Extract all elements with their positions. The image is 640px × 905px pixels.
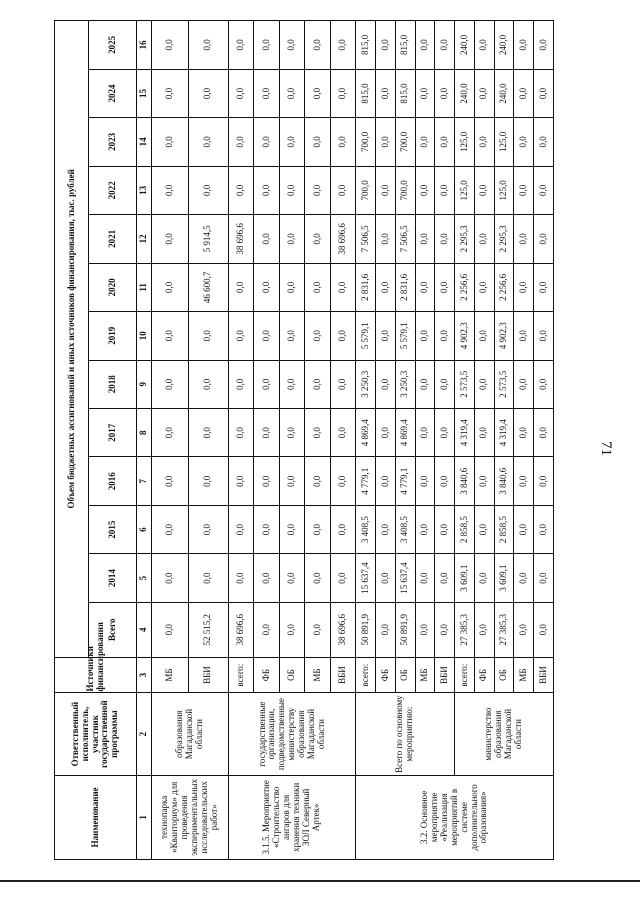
value-cell: 2 295,3 [455, 215, 475, 263]
value-cell: 0,0 [305, 263, 330, 311]
value-cell: 0,0 [254, 312, 279, 360]
value-cell: 38 696,6 [228, 602, 253, 657]
row-executor: государственные организации, подведомственные министерству образования Магаданской области [228, 693, 355, 775]
value-cell: 4 902,3 [455, 312, 475, 360]
value-cell: 0,0 [188, 21, 228, 70]
value-cell: 0,0 [415, 118, 435, 166]
value-cell: 0,0 [228, 69, 253, 117]
value-cell: 240,0 [494, 21, 514, 70]
value-cell: 0,0 [330, 21, 355, 70]
value-cell: 0,0 [279, 312, 304, 360]
value-cell: 3 609,1 [494, 554, 514, 602]
value-cell: 5 914,5 [188, 215, 228, 263]
column-index: 8 [137, 408, 152, 456]
row-source: ВБИ [435, 657, 455, 693]
row-source: ФБ [376, 657, 396, 693]
header-year: 2015 [89, 505, 137, 553]
value-cell: 46 600,7 [188, 263, 228, 311]
value-cell: 0,0 [415, 312, 435, 360]
value-cell: 0,0 [279, 263, 304, 311]
column-index: 4 [137, 602, 152, 657]
value-cell: 0,0 [152, 457, 189, 505]
column-index: 11 [137, 263, 152, 311]
value-cell: 0,0 [228, 457, 253, 505]
value-cell: 0,0 [330, 554, 355, 602]
value-cell: 0,0 [152, 505, 189, 553]
value-cell: 0,0 [330, 505, 355, 553]
value-cell: 0,0 [376, 118, 396, 166]
value-cell: 0,0 [376, 602, 396, 657]
value-cell: 3 408,5 [395, 505, 415, 553]
value-cell: 0,0 [474, 166, 494, 214]
value-cell: 0,0 [152, 215, 189, 263]
value-cell: 0,0 [534, 118, 554, 166]
value-cell: 0,0 [534, 408, 554, 456]
header-year: 2022 [89, 166, 137, 214]
value-cell: 0,0 [279, 408, 304, 456]
value-cell: 0,0 [514, 118, 534, 166]
value-cell: 0,0 [415, 69, 435, 117]
value-cell: 0,0 [534, 505, 554, 553]
value-cell: 0,0 [534, 602, 554, 657]
value-cell: 4 869,4 [356, 408, 376, 456]
value-cell: 0,0 [305, 457, 330, 505]
column-index: 13 [137, 166, 152, 214]
column-index: 1 [137, 775, 152, 859]
value-cell: 0,0 [376, 457, 396, 505]
value-cell: 0,0 [435, 408, 455, 456]
value-cell: 0,0 [228, 408, 253, 456]
value-cell: 0,0 [514, 505, 534, 553]
header-year: 2019 [89, 312, 137, 360]
value-cell: 0,0 [254, 263, 279, 311]
value-cell: 0,0 [330, 69, 355, 117]
value-cell: 0,0 [534, 312, 554, 360]
header-year: 2020 [89, 263, 137, 311]
value-cell: 0,0 [279, 602, 304, 657]
value-cell: 0,0 [188, 312, 228, 360]
row-source: ОБ [494, 657, 514, 693]
value-cell: 240,0 [455, 21, 475, 70]
header-year: 2025 [89, 21, 137, 70]
column-index: 7 [137, 457, 152, 505]
value-cell: 700,0 [356, 166, 376, 214]
value-cell: 0,0 [254, 21, 279, 70]
value-cell: 2 573,5 [455, 360, 475, 408]
page-number: 71 [598, 441, 614, 456]
value-cell: 0,0 [376, 554, 396, 602]
value-cell: 0,0 [435, 554, 455, 602]
value-cell: 0,0 [254, 602, 279, 657]
value-cell: 0,0 [534, 21, 554, 70]
value-cell: 0,0 [254, 505, 279, 553]
value-cell: 0,0 [279, 21, 304, 70]
value-cell: 15 637,4 [356, 554, 376, 602]
header-name: Наименование [55, 775, 137, 859]
header-executor: Ответственный исполнитель, участник государственной программы [55, 693, 137, 775]
value-cell: 815,0 [356, 21, 376, 70]
row-executor: министерство образования Магаданской области [455, 693, 554, 775]
value-cell: 15 637,4 [395, 554, 415, 602]
value-cell: 0,0 [330, 118, 355, 166]
value-cell: 0,0 [534, 166, 554, 214]
value-cell: 0,0 [435, 457, 455, 505]
value-cell: 0,0 [514, 215, 534, 263]
value-cell: 0,0 [279, 215, 304, 263]
value-cell: 0,0 [415, 554, 435, 602]
value-cell: 0,0 [534, 360, 554, 408]
value-cell: 0,0 [279, 554, 304, 602]
value-cell: 0,0 [435, 602, 455, 657]
value-cell: 0,0 [514, 554, 534, 602]
value-cell: 2 295,3 [494, 215, 514, 263]
value-cell: 0,0 [305, 360, 330, 408]
value-cell: 0,0 [376, 166, 396, 214]
value-cell: 0,0 [534, 554, 554, 602]
row-source: МБ [415, 657, 435, 693]
value-cell: 38 696,6 [330, 215, 355, 263]
column-index: 3 [137, 657, 152, 693]
value-cell: 0,0 [474, 69, 494, 117]
value-cell: 0,0 [152, 21, 189, 70]
value-cell: 4 869,4 [395, 408, 415, 456]
value-cell: 0,0 [514, 263, 534, 311]
value-cell: 125,0 [494, 118, 514, 166]
value-cell: 0,0 [254, 457, 279, 505]
value-cell: 0,0 [415, 505, 435, 553]
value-cell: 0,0 [228, 118, 253, 166]
value-cell: 0,0 [330, 312, 355, 360]
value-cell: 2 256,6 [455, 263, 475, 311]
value-cell: 0,0 [474, 554, 494, 602]
value-cell: 0,0 [305, 408, 330, 456]
value-cell: 125,0 [455, 118, 475, 166]
row-executor: образования Магаданской области [152, 693, 229, 775]
value-cell: 0,0 [474, 215, 494, 263]
value-cell: 0,0 [228, 21, 253, 70]
value-cell: 0,0 [514, 602, 534, 657]
row-source: всего: [455, 657, 475, 693]
value-cell: 0,0 [188, 505, 228, 553]
value-cell: 2 831,6 [356, 263, 376, 311]
value-cell: 0,0 [152, 69, 189, 117]
value-cell: 0,0 [279, 118, 304, 166]
value-cell: 27 385,3 [455, 602, 475, 657]
value-cell: 0,0 [254, 554, 279, 602]
value-cell: 0,0 [254, 69, 279, 117]
value-cell: 0,0 [474, 408, 494, 456]
header-year: 2023 [89, 118, 137, 166]
column-index: 2 [137, 693, 152, 775]
value-cell: 0,0 [415, 602, 435, 657]
value-cell: 2 858,5 [494, 505, 514, 553]
value-cell: 3 250,3 [356, 360, 376, 408]
value-cell: 0,0 [415, 21, 435, 70]
value-cell: 0,0 [474, 457, 494, 505]
row-source: ФБ [474, 657, 494, 693]
value-cell: 0,0 [330, 408, 355, 456]
value-cell: 0,0 [514, 166, 534, 214]
value-cell: 815,0 [356, 69, 376, 117]
value-cell: 0,0 [254, 360, 279, 408]
table-row [455, 21, 475, 860]
value-cell: 0,0 [534, 215, 554, 263]
value-cell: 0,0 [188, 360, 228, 408]
value-cell: 0,0 [228, 312, 253, 360]
value-cell: 0,0 [254, 118, 279, 166]
value-cell: 5 579,1 [356, 312, 376, 360]
page-bottom-rule [0, 880, 640, 882]
value-cell: 0,0 [435, 312, 455, 360]
header-year: 2017 [89, 408, 137, 456]
value-cell: 0,0 [228, 360, 253, 408]
value-cell: 0,0 [152, 312, 189, 360]
value-cell: 0,0 [514, 360, 534, 408]
value-cell: 0,0 [435, 21, 455, 70]
value-cell: 0,0 [474, 263, 494, 311]
value-cell: 0,0 [305, 554, 330, 602]
value-cell: 0,0 [415, 360, 435, 408]
row-source: ФБ [254, 657, 279, 693]
value-cell: 0,0 [376, 360, 396, 408]
value-cell: 0,0 [534, 457, 554, 505]
header-year: 2016 [89, 457, 137, 505]
header-source: Источники финансирования [55, 657, 137, 693]
row-name: технопарка «Кванториум» для проведения экспериментальных исследовательских работ» [152, 775, 229, 859]
value-cell: 0,0 [474, 312, 494, 360]
value-cell: 700,0 [395, 118, 415, 166]
value-cell: 700,0 [356, 118, 376, 166]
value-cell: 0,0 [279, 505, 304, 553]
value-cell: 240,0 [494, 69, 514, 117]
value-cell: 0,0 [435, 166, 455, 214]
value-cell: 0,0 [228, 505, 253, 553]
value-cell: 0,0 [305, 69, 330, 117]
value-cell: 0,0 [435, 263, 455, 311]
value-cell: 0,0 [514, 408, 534, 456]
column-index: 12 [137, 215, 152, 263]
value-cell: 27 385,3 [494, 602, 514, 657]
value-cell: 2 831,6 [395, 263, 415, 311]
value-cell: 4 779,1 [356, 457, 376, 505]
value-cell: 38 696,6 [330, 602, 355, 657]
value-cell: 0,0 [435, 118, 455, 166]
header-year: 2014 [89, 554, 137, 602]
row-name: 3.2. Основное мероприятие «Реализация мероприятий в системе дополнительного образования» [356, 775, 554, 859]
value-cell: 0,0 [534, 69, 554, 117]
value-cell: 0,0 [415, 166, 435, 214]
value-cell: 0,0 [228, 166, 253, 214]
value-cell: 0,0 [254, 215, 279, 263]
financing-table [54, 20, 554, 860]
value-cell: 240,0 [455, 69, 475, 117]
value-cell: 0,0 [152, 263, 189, 311]
value-cell: 0,0 [152, 118, 189, 166]
value-cell: 3 408,5 [356, 505, 376, 553]
value-cell: 0,0 [228, 263, 253, 311]
value-cell: 0,0 [228, 554, 253, 602]
value-cell: 0,0 [188, 408, 228, 456]
row-source: ОБ [395, 657, 415, 693]
column-index: 10 [137, 312, 152, 360]
table-row [356, 21, 376, 860]
value-cell: 0,0 [254, 408, 279, 456]
value-cell: 0,0 [305, 215, 330, 263]
value-cell: 2 858,5 [455, 505, 475, 553]
table-row [228, 21, 253, 860]
value-cell: 125,0 [494, 166, 514, 214]
value-cell: 4 319,4 [455, 408, 475, 456]
rotated-table-container [54, 20, 554, 860]
value-cell: 0,0 [514, 312, 534, 360]
value-cell: 0,0 [305, 602, 330, 657]
value-cell: 0,0 [305, 166, 330, 214]
row-name: 3.1.5. Мероприятие «Строительство ангаров для хранения техники ЗОЛ Северный Артек» [228, 775, 355, 859]
value-cell: 0,0 [376, 21, 396, 70]
row-source: ОБ [279, 657, 304, 693]
value-cell: 0,0 [279, 360, 304, 408]
value-cell: 0,0 [188, 118, 228, 166]
column-index-row [137, 21, 152, 860]
value-cell: 125,0 [455, 166, 475, 214]
value-cell: 0,0 [330, 166, 355, 214]
header-year: 2018 [89, 360, 137, 408]
value-cell: 0,0 [474, 118, 494, 166]
value-cell: 815,0 [395, 69, 415, 117]
value-cell: 52 515,2 [188, 602, 228, 657]
value-cell: 2 573,5 [494, 360, 514, 408]
value-cell: 0,0 [474, 360, 494, 408]
value-cell: 0,0 [376, 263, 396, 311]
header-volume: Объем бюджетных ассигнований и иных источников финансирования, тыс. рублей [55, 21, 89, 658]
value-cell: 0,0 [415, 263, 435, 311]
value-cell: 50 891,9 [395, 602, 415, 657]
header-year: 2021 [89, 215, 137, 263]
value-cell: 0,0 [279, 457, 304, 505]
value-cell: 50 891,9 [356, 602, 376, 657]
value-cell: 0,0 [435, 69, 455, 117]
value-cell: 5 579,1 [395, 312, 415, 360]
value-cell: 0,0 [188, 554, 228, 602]
value-cell: 0,0 [514, 457, 534, 505]
value-cell: 0,0 [514, 21, 534, 70]
value-cell: 0,0 [305, 505, 330, 553]
row-source: ВБИ [534, 657, 554, 693]
column-index: 5 [137, 554, 152, 602]
row-source: МБ [305, 657, 330, 693]
row-executor: Всего по основному мероприятию: [356, 693, 455, 775]
row-source: ВБИ [330, 657, 355, 693]
value-cell: 0,0 [376, 69, 396, 117]
value-cell: 700,0 [395, 166, 415, 214]
value-cell: 3 840,6 [494, 457, 514, 505]
value-cell: 7 506,5 [356, 215, 376, 263]
value-cell: 0,0 [415, 457, 435, 505]
value-cell: 4 779,1 [395, 457, 415, 505]
value-cell: 38 696,6 [228, 215, 253, 263]
value-cell: 0,0 [474, 602, 494, 657]
value-cell: 0,0 [435, 360, 455, 408]
header-total: Всего [89, 602, 137, 657]
value-cell: 0,0 [376, 505, 396, 553]
row-source: ВБИ [188, 657, 228, 693]
value-cell: 0,0 [305, 21, 330, 70]
value-cell: 3 840,6 [455, 457, 475, 505]
column-index: 6 [137, 505, 152, 553]
column-index: 15 [137, 69, 152, 117]
value-cell: 0,0 [415, 408, 435, 456]
value-cell: 0,0 [474, 21, 494, 70]
value-cell: 0,0 [152, 554, 189, 602]
value-cell: 0,0 [152, 360, 189, 408]
value-cell: 0,0 [330, 263, 355, 311]
value-cell: 0,0 [279, 69, 304, 117]
value-cell: 0,0 [534, 263, 554, 311]
value-cell: 0,0 [376, 312, 396, 360]
column-index: 9 [137, 360, 152, 408]
row-source: всего: [228, 657, 253, 693]
value-cell: 2 256,6 [494, 263, 514, 311]
value-cell: 0,0 [152, 408, 189, 456]
header-year: 2024 [89, 69, 137, 117]
value-cell: 0,0 [376, 408, 396, 456]
value-cell: 0,0 [152, 166, 189, 214]
value-cell: 0,0 [188, 457, 228, 505]
value-cell: 0,0 [152, 602, 189, 657]
value-cell: 815,0 [395, 21, 415, 70]
column-index: 14 [137, 118, 152, 166]
value-cell: 0,0 [376, 215, 396, 263]
value-cell: 0,0 [435, 505, 455, 553]
value-cell: 0,0 [305, 312, 330, 360]
value-cell: 3 250,3 [395, 360, 415, 408]
row-source: МБ [152, 657, 189, 693]
value-cell: 7 506,5 [395, 215, 415, 263]
value-cell: 0,0 [415, 215, 435, 263]
column-index: 16 [137, 21, 152, 70]
value-cell: 3 609,1 [455, 554, 475, 602]
row-source: всего: [356, 657, 376, 693]
value-cell: 4 319,4 [494, 408, 514, 456]
value-cell: 4 902,3 [494, 312, 514, 360]
value-cell: 0,0 [435, 215, 455, 263]
value-cell: 0,0 [330, 457, 355, 505]
value-cell: 0,0 [305, 118, 330, 166]
value-cell: 0,0 [188, 69, 228, 117]
value-cell: 0,0 [254, 166, 279, 214]
value-cell: 0,0 [514, 69, 534, 117]
table-row [152, 21, 189, 860]
value-cell: 0,0 [279, 166, 304, 214]
value-cell: 0,0 [188, 166, 228, 214]
value-cell: 0,0 [330, 360, 355, 408]
value-cell: 0,0 [474, 505, 494, 553]
row-source: МБ [514, 657, 534, 693]
